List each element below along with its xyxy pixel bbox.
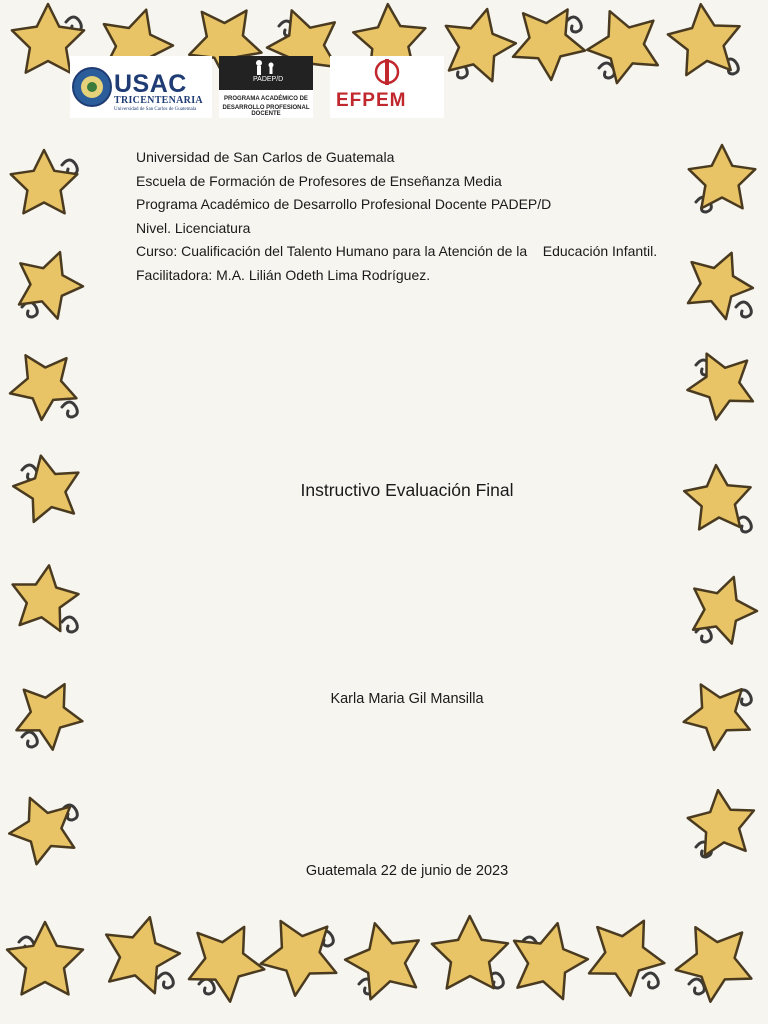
star-ornament [668, 4, 740, 75]
efpem-logo [330, 56, 444, 118]
star-ornament [261, 921, 337, 996]
star-ornament [676, 927, 752, 1002]
star-ornament [189, 927, 264, 1002]
star-ornament [514, 923, 588, 999]
family-icon [219, 58, 313, 78]
author-name: Karla Maria Gil Mansilla [330, 691, 484, 707]
efpem-emblem-icon [330, 56, 444, 90]
swirl-ornament [566, 17, 581, 32]
star-ornament [106, 917, 180, 993]
header-facilitator: Facilitadora: M.A. Lilián Odeth Lima Rodríguez. [136, 266, 431, 283]
padep-logo [219, 56, 313, 118]
swirl-ornament [199, 979, 214, 994]
document-date: Guatemala 22 de junio de 2023 [305, 863, 509, 879]
document-title: Instructivo Evaluación Final [300, 480, 514, 500]
star-ornament [7, 922, 83, 994]
padep-line2: DESARROLLO PROFESIONAL DOCENTE [222, 105, 310, 117]
usac-logo [70, 56, 212, 118]
swirl-ornament [736, 302, 751, 317]
star-ornament [587, 11, 658, 83]
header-program: Programa Académico de Desarrollo Profesional Docente PADEP/D [136, 196, 552, 212]
star-ornament [9, 798, 74, 864]
swirl-ornament [158, 973, 173, 988]
header-university: Universidad de San Carlos de Guatemala [136, 149, 395, 165]
star-ornament [693, 577, 757, 644]
star-ornament [688, 253, 753, 319]
star-ornament [513, 10, 585, 80]
padep-mini-label: PADEP/D [253, 76, 284, 83]
star-ornament [446, 9, 516, 81]
star-ornament [589, 921, 664, 996]
swirl-ornament [643, 973, 658, 988]
header-block [136, 146, 657, 287]
header-course: Curso: Cualificación del Talento Humano para la Atención de la Educación Infantil. [136, 243, 658, 259]
padep-line1: PROGRAMA ACADÉMICO DE [224, 96, 308, 102]
usac-seal-icon [72, 62, 114, 112]
efpem-name: EFPEM [336, 90, 407, 111]
header-level: Nivel. Licenciatura [136, 219, 251, 236]
usac-sub: TRICENTENARIA [114, 95, 203, 106]
star-ornament [19, 252, 83, 319]
swirl-ornament [62, 617, 77, 632]
padep-logo-box [219, 56, 313, 90]
star-ornament [10, 355, 76, 420]
usac-sub2: Universidad de San Carlos de Guatemala [114, 107, 197, 112]
swirl-ornament [22, 732, 37, 747]
swirl-ornament [62, 402, 77, 417]
usac-name: USAC [114, 70, 187, 98]
header-school: Escuela de Formación de Profesores de Enseñanza Media [136, 172, 502, 189]
star-ornament [13, 565, 79, 631]
star-ornament [432, 916, 508, 989]
star-ornament [345, 923, 419, 999]
